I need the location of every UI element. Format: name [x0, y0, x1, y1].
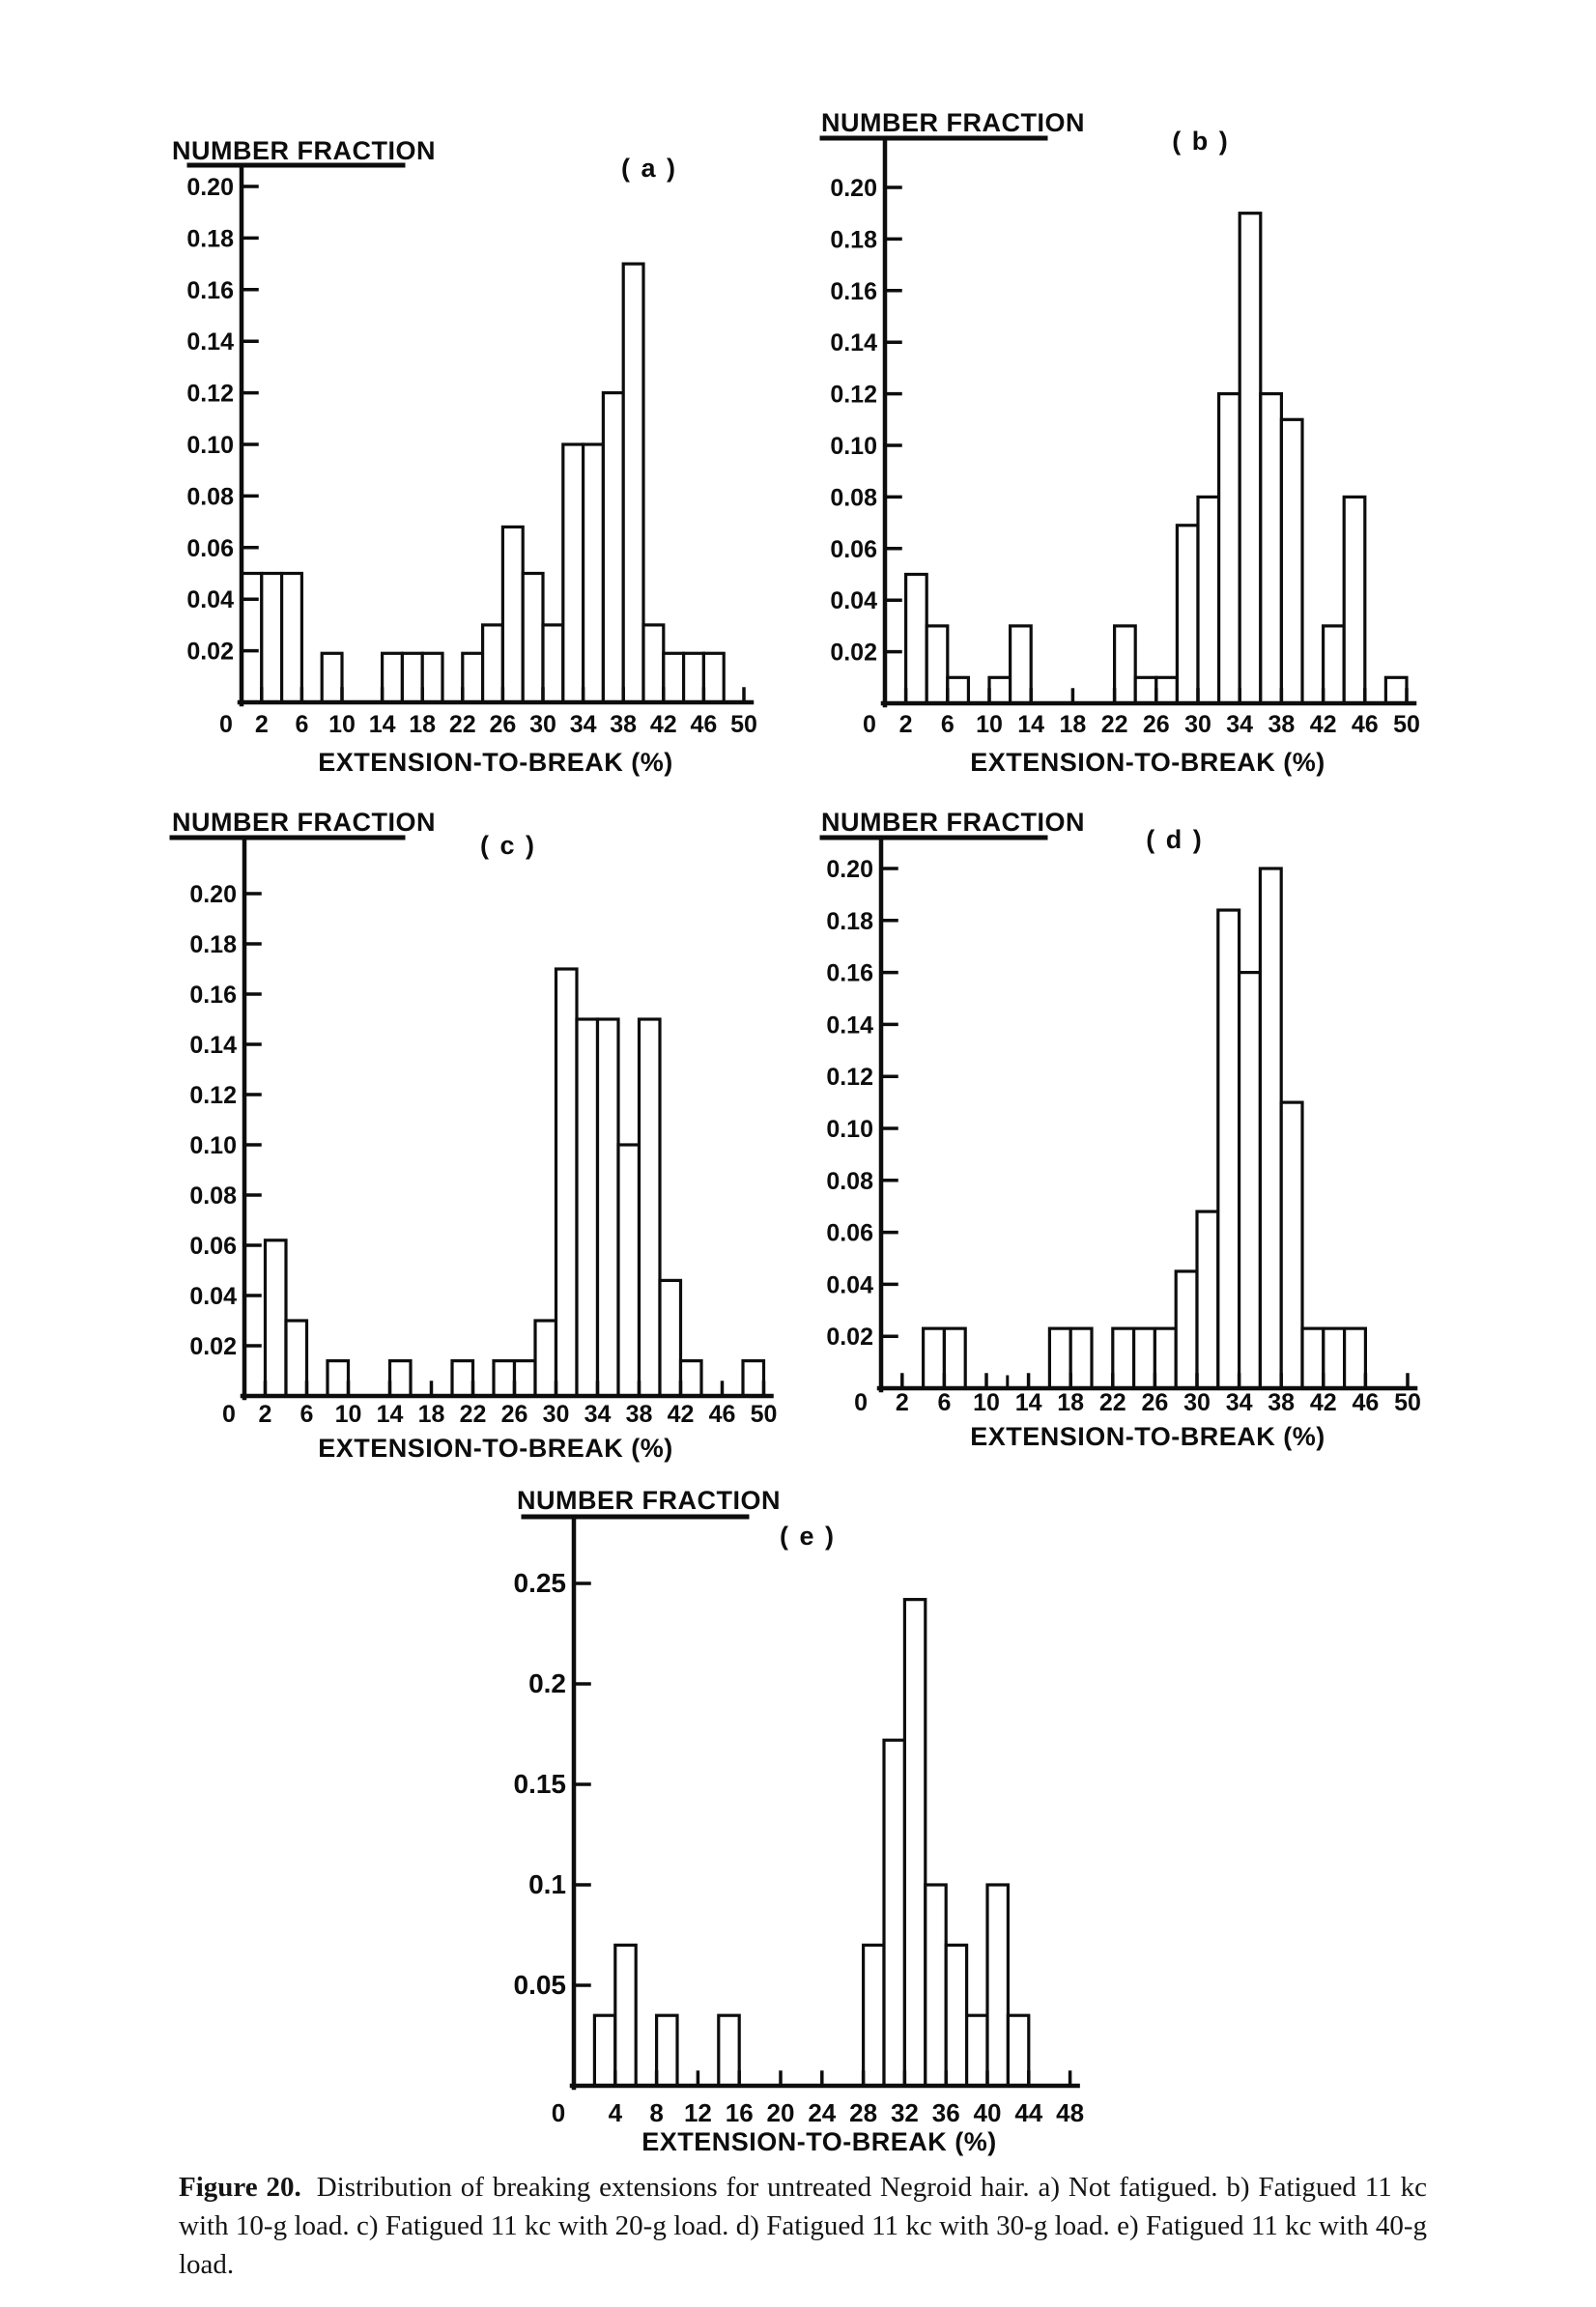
- x-tick-label: 34: [1225, 1389, 1253, 1416]
- x-tick-label: 14: [1014, 1389, 1042, 1416]
- figure-caption-label: Figure 20.: [179, 2172, 301, 2203]
- y-tick-label: 0.16: [189, 982, 237, 1009]
- x-tick-label: 46: [1351, 711, 1379, 738]
- x-tick-label: 28: [849, 2098, 878, 2127]
- histogram-bar-d-34: [1240, 973, 1261, 1388]
- histogram-bar-c-32: [577, 1019, 598, 1396]
- x-tick-label: 32: [890, 2098, 919, 2127]
- x-tick-label: 18: [417, 1401, 445, 1428]
- histogram-bar-b-4: [926, 626, 948, 703]
- histogram-bar-e-36: [946, 1945, 966, 2086]
- x-tick-label: 38: [1268, 711, 1296, 738]
- x-tick-label: 0: [222, 1401, 236, 1428]
- histogram-bar-b-6: [948, 677, 969, 703]
- histogram-bar-e-14: [719, 2015, 739, 2086]
- histogram-bar-a-14: [383, 653, 403, 702]
- y-tick-label: 0.12: [189, 1082, 237, 1109]
- histogram-panel-c: [172, 808, 777, 1463]
- histogram-bar-c-34: [598, 1019, 619, 1396]
- y-tick-label: 0.25: [513, 1568, 566, 1598]
- x-tick-label: 0: [863, 711, 876, 738]
- y-tick-label: 0.04: [830, 587, 877, 615]
- x-tick-label: 26: [1141, 1389, 1169, 1416]
- x-tick-label: 34: [569, 711, 597, 738]
- histogram-bar-c-36: [618, 1145, 640, 1396]
- y-tick-label: 0.05: [513, 1970, 566, 2000]
- histogram-panel-e: [514, 1486, 1085, 2156]
- chart-title: NUMBER FRACTION: [172, 808, 436, 837]
- y-tick-label: 0.10: [189, 1132, 237, 1159]
- histogram-bar-e-2: [594, 2015, 614, 2086]
- x-tick-label: 34: [584, 1401, 612, 1428]
- histogram-bar-a-42: [664, 653, 684, 702]
- x-tick-label: 18: [1057, 1389, 1085, 1416]
- histogram-panel-b: [821, 108, 1420, 777]
- histogram-bar-d-40: [1302, 1328, 1324, 1388]
- histogram-bar-d-18: [1070, 1328, 1092, 1388]
- y-tick-label: 0.04: [189, 1283, 237, 1310]
- y-tick-label: 0.18: [186, 225, 234, 253]
- y-tick-label: 0.20: [189, 881, 237, 908]
- x-tick-label: 6: [940, 711, 955, 738]
- y-tick-label: 0.10: [186, 432, 234, 459]
- y-tick-label: 0.08: [830, 484, 877, 512]
- y-tick-label: 0.02: [189, 1333, 237, 1360]
- x-axis-title: EXTENSION-TO-BREAK (%): [970, 1422, 1325, 1451]
- histogram-bar-c-4: [286, 1321, 307, 1396]
- x-tick-label: 22: [448, 711, 476, 738]
- x-tick-label: 22: [1098, 1389, 1126, 1416]
- histogram-bar-e-8: [657, 2015, 677, 2086]
- x-tick-label: 30: [542, 1401, 570, 1428]
- y-zero-label: 0: [854, 1389, 868, 1416]
- histogram-bar-a-2: [262, 574, 282, 703]
- y-tick-label: 0.15: [513, 1769, 566, 1799]
- histogram-bar-c-24: [494, 1361, 515, 1396]
- histogram-bar-a-26: [502, 527, 523, 702]
- histogram-bar-c-2: [266, 1240, 287, 1396]
- histogram-bar-a-40: [643, 625, 664, 702]
- y-tick-label: 0.06: [189, 1233, 237, 1260]
- x-tick-label: 2: [254, 711, 269, 738]
- x-tick-label: 46: [690, 711, 718, 738]
- histogram-bar-c-38: [640, 1019, 661, 1396]
- chart-title: NUMBER FRACTION: [172, 136, 436, 165]
- x-tick-label: 38: [1268, 1389, 1296, 1416]
- x-tick-label: 4: [608, 2098, 623, 2127]
- histogram-bar-e-32: [904, 1600, 925, 2086]
- histogram-bar-d-22: [1113, 1328, 1134, 1388]
- histogram-bar-b-22: [1115, 626, 1136, 703]
- histogram-bar-d-16: [1049, 1328, 1070, 1388]
- histogram-bar-a-36: [603, 393, 623, 702]
- histogram-bar-e-42: [1008, 2015, 1028, 2086]
- x-tick-label: 14: [376, 1401, 404, 1428]
- histogram-bar-d-28: [1176, 1271, 1197, 1388]
- y-tick-label: 0.18: [189, 931, 237, 958]
- histogram-bar-b-30: [1198, 497, 1219, 703]
- chart-title: NUMBER FRACTION: [821, 808, 1085, 837]
- y-tick-label: 0.12: [830, 381, 877, 409]
- histogram-bar-b-42: [1324, 626, 1345, 703]
- histogram-bar-b-48: [1385, 677, 1407, 703]
- x-tick-label: 26: [489, 711, 517, 738]
- x-tick-label: 6: [295, 711, 309, 738]
- histogram-bar-d-44: [1345, 1328, 1366, 1388]
- x-tick-label: 18: [409, 711, 437, 738]
- histogram-bar-e-38: [967, 2015, 987, 2086]
- y-tick-label: 0.04: [186, 586, 234, 614]
- histogram-bar-a-16: [402, 653, 422, 702]
- x-tick-label: 10: [973, 1389, 1000, 1416]
- y-tick-label: 0.1: [528, 1869, 566, 1899]
- histogram-bar-a-24: [483, 625, 503, 702]
- y-tick-label: 0.20: [830, 175, 877, 202]
- x-tick-label: 50: [1393, 711, 1420, 738]
- histogram-bar-c-28: [535, 1321, 556, 1396]
- histogram-bar-a-28: [523, 574, 543, 703]
- histogram-bar-d-24: [1134, 1328, 1155, 1388]
- figure-caption-text: Distribution of breaking extensions for untreated Negroid hair. a) Not fatigued. b) Fatigued 11 kc with 10-g load. c) Fatigued 11 kc with 20-g load. d) Fatigued 11 kc with 30-g load. e) Fatigued 11 kc with 40-g load.: [179, 2172, 1427, 2280]
- x-tick-label: 10: [328, 711, 356, 738]
- x-tick-label: 10: [976, 711, 1003, 738]
- histogram-bar-a-22: [463, 653, 483, 702]
- x-tick-label: 42: [667, 1401, 695, 1428]
- x-tick-label: 14: [1017, 711, 1045, 738]
- histogram-bar-a-44: [684, 653, 704, 702]
- x-tick-label: 22: [1100, 711, 1128, 738]
- y-tick-label: 0.06: [186, 534, 234, 562]
- panel-label: ( d ): [1146, 825, 1204, 854]
- histogram-bar-c-42: [681, 1361, 702, 1396]
- histogram-bar-a-30: [543, 625, 563, 702]
- histogram-bar-b-36: [1261, 394, 1282, 703]
- histogram-bar-e-28: [864, 1945, 884, 2086]
- x-tick-label: 30: [1183, 1389, 1211, 1416]
- x-tick-label: 16: [725, 2098, 754, 2127]
- x-axis-title: EXTENSION-TO-BREAK (%): [318, 748, 673, 777]
- x-tick-label: 42: [1309, 711, 1337, 738]
- histogram-bar-e-4: [615, 1945, 636, 2086]
- y-tick-label: 0.18: [830, 226, 877, 254]
- x-tick-label: 0: [219, 711, 233, 738]
- x-tick-label: 8: [649, 2098, 664, 2127]
- histogram-bar-a-46: [703, 653, 724, 702]
- x-tick-label: 40: [973, 2098, 1002, 2127]
- y-tick-label: 0.20: [826, 856, 873, 883]
- figure-caption: [179, 2168, 1427, 2284]
- y-tick-label: 0.04: [826, 1271, 873, 1299]
- histogram-bar-a-8: [322, 653, 342, 702]
- histogram-bar-c-8: [328, 1361, 349, 1396]
- x-tick-label: 38: [625, 1401, 653, 1428]
- y-tick-label: 0.16: [826, 959, 873, 987]
- x-tick-label: 24: [808, 2098, 837, 2127]
- x-tick-label: 50: [1394, 1389, 1421, 1416]
- y-tick-label: 0.20: [186, 174, 234, 201]
- histogram-bar-d-6: [944, 1328, 965, 1388]
- histogram-panel-a: [172, 136, 757, 777]
- histogram-bar-d-32: [1218, 910, 1240, 1388]
- x-tick-label: 42: [1309, 1389, 1337, 1416]
- histogram-bar-a-4: [282, 574, 302, 703]
- histogram-panel-d: [821, 808, 1421, 1451]
- x-tick-label: 14: [368, 711, 396, 738]
- x-tick-label: 10: [334, 1401, 362, 1428]
- y-tick-label: 0.06: [830, 535, 877, 563]
- x-tick-label: 6: [937, 1389, 952, 1416]
- x-tick-label: 44: [1014, 2098, 1043, 2127]
- histogram-bar-b-34: [1240, 214, 1261, 703]
- x-tick-label: 12: [683, 2098, 712, 2127]
- x-tick-label: 20: [766, 2098, 795, 2127]
- x-axis-title: EXTENSION-TO-BREAK (%): [970, 748, 1325, 777]
- x-tick-label: 6: [299, 1401, 314, 1428]
- histogram-bar-c-20: [452, 1361, 473, 1396]
- y-tick-label: 0.08: [186, 483, 234, 511]
- histogram-bar-b-32: [1219, 394, 1240, 703]
- panel-label: ( c ): [479, 831, 537, 860]
- panel-label: ( a ): [620, 154, 678, 183]
- y-tick-label: 0.16: [186, 276, 234, 304]
- y-tick-label: 0.16: [830, 277, 877, 305]
- histogram-bar-a-0: [242, 574, 262, 703]
- y-tick-label: 0.08: [826, 1167, 873, 1195]
- histogram-bar-d-38: [1281, 1102, 1302, 1388]
- y-tick-label: 0.14: [189, 1032, 237, 1059]
- x-tick-label: 22: [459, 1401, 487, 1428]
- histogram-bar-b-26: [1156, 677, 1178, 703]
- y-tick-label: 0.12: [826, 1064, 873, 1092]
- x-tick-label: 48: [1056, 2098, 1085, 2127]
- y-tick-label: 0.14: [826, 1011, 873, 1040]
- panel-label: ( b ): [1172, 127, 1230, 156]
- x-tick-label: 46: [708, 1401, 736, 1428]
- histogram-bar-d-42: [1324, 1328, 1345, 1388]
- x-tick-label: 50: [730, 711, 757, 738]
- y-tick-label: 0.02: [826, 1324, 873, 1352]
- histogram-bar-b-2: [906, 575, 927, 704]
- histogram-bar-b-44: [1344, 497, 1365, 703]
- histogram-bar-c-26: [515, 1361, 536, 1396]
- x-tick-label: 34: [1226, 711, 1254, 738]
- chart-title: NUMBER FRACTION: [821, 108, 1085, 137]
- x-tick-label: 0: [551, 2098, 566, 2127]
- x-axis-title: EXTENSION-TO-BREAK (%): [641, 2127, 997, 2156]
- x-tick-label: 36: [931, 2098, 960, 2127]
- y-tick-label: 0.14: [830, 329, 877, 357]
- x-tick-label: 2: [895, 1389, 909, 1416]
- x-tick-label: 42: [649, 711, 677, 738]
- y-tick-label: 0.10: [826, 1116, 873, 1143]
- histogram-bar-c-40: [660, 1280, 681, 1396]
- y-tick-label: 0.02: [186, 638, 234, 666]
- x-tick-label: 50: [750, 1401, 778, 1428]
- x-tick-label: 30: [1184, 711, 1211, 738]
- y-tick-label: 0.08: [189, 1182, 237, 1210]
- histogram-bar-e-40: [987, 1885, 1008, 2086]
- y-tick-label: 0.06: [826, 1219, 873, 1247]
- histogram-bar-d-30: [1197, 1211, 1218, 1388]
- y-tick-label: 0.12: [186, 380, 234, 408]
- x-tick-label: 38: [610, 711, 638, 738]
- histogram-bar-a-32: [563, 444, 584, 702]
- histogram-bar-b-24: [1135, 677, 1156, 703]
- histogram-bar-b-38: [1281, 419, 1302, 703]
- panel-label: ( e ): [779, 1522, 837, 1551]
- histogram-bar-e-30: [884, 1740, 904, 2086]
- y-tick-label: 0.10: [830, 433, 877, 460]
- y-tick-label: 0.02: [830, 639, 877, 667]
- x-tick-label: 30: [529, 711, 556, 738]
- histogram-bar-d-26: [1154, 1328, 1176, 1388]
- x-tick-label: 46: [1352, 1389, 1380, 1416]
- histogram-bar-c-48: [743, 1361, 764, 1396]
- chart-title: NUMBER FRACTION: [517, 1486, 781, 1515]
- histogram-bar-a-38: [623, 264, 643, 702]
- y-tick-label: 0.14: [186, 328, 234, 356]
- histogram-bar-b-10: [989, 677, 1011, 703]
- x-tick-label: 26: [1142, 711, 1170, 738]
- x-tick-label: 18: [1059, 711, 1087, 738]
- histogram-bar-a-18: [422, 653, 442, 702]
- histogram-bar-a-34: [584, 444, 604, 702]
- histogram-bar-c-14: [390, 1361, 412, 1396]
- histogram-bar-b-12: [1011, 626, 1032, 703]
- histogram-bar-c-30: [556, 969, 578, 1396]
- x-tick-label: 2: [258, 1401, 272, 1428]
- y-tick-label: 0.18: [826, 907, 873, 935]
- histogram-bar-d-36: [1260, 869, 1281, 1388]
- x-tick-label: 2: [898, 711, 913, 738]
- histogram-bar-b-28: [1177, 526, 1198, 703]
- histogram-bar-e-34: [926, 1885, 946, 2086]
- histogram-bar-d-4: [924, 1328, 945, 1388]
- y-tick-label: 0.2: [528, 1668, 566, 1698]
- x-tick-label: 26: [500, 1401, 528, 1428]
- x-axis-title: EXTENSION-TO-BREAK (%): [318, 1434, 673, 1463]
